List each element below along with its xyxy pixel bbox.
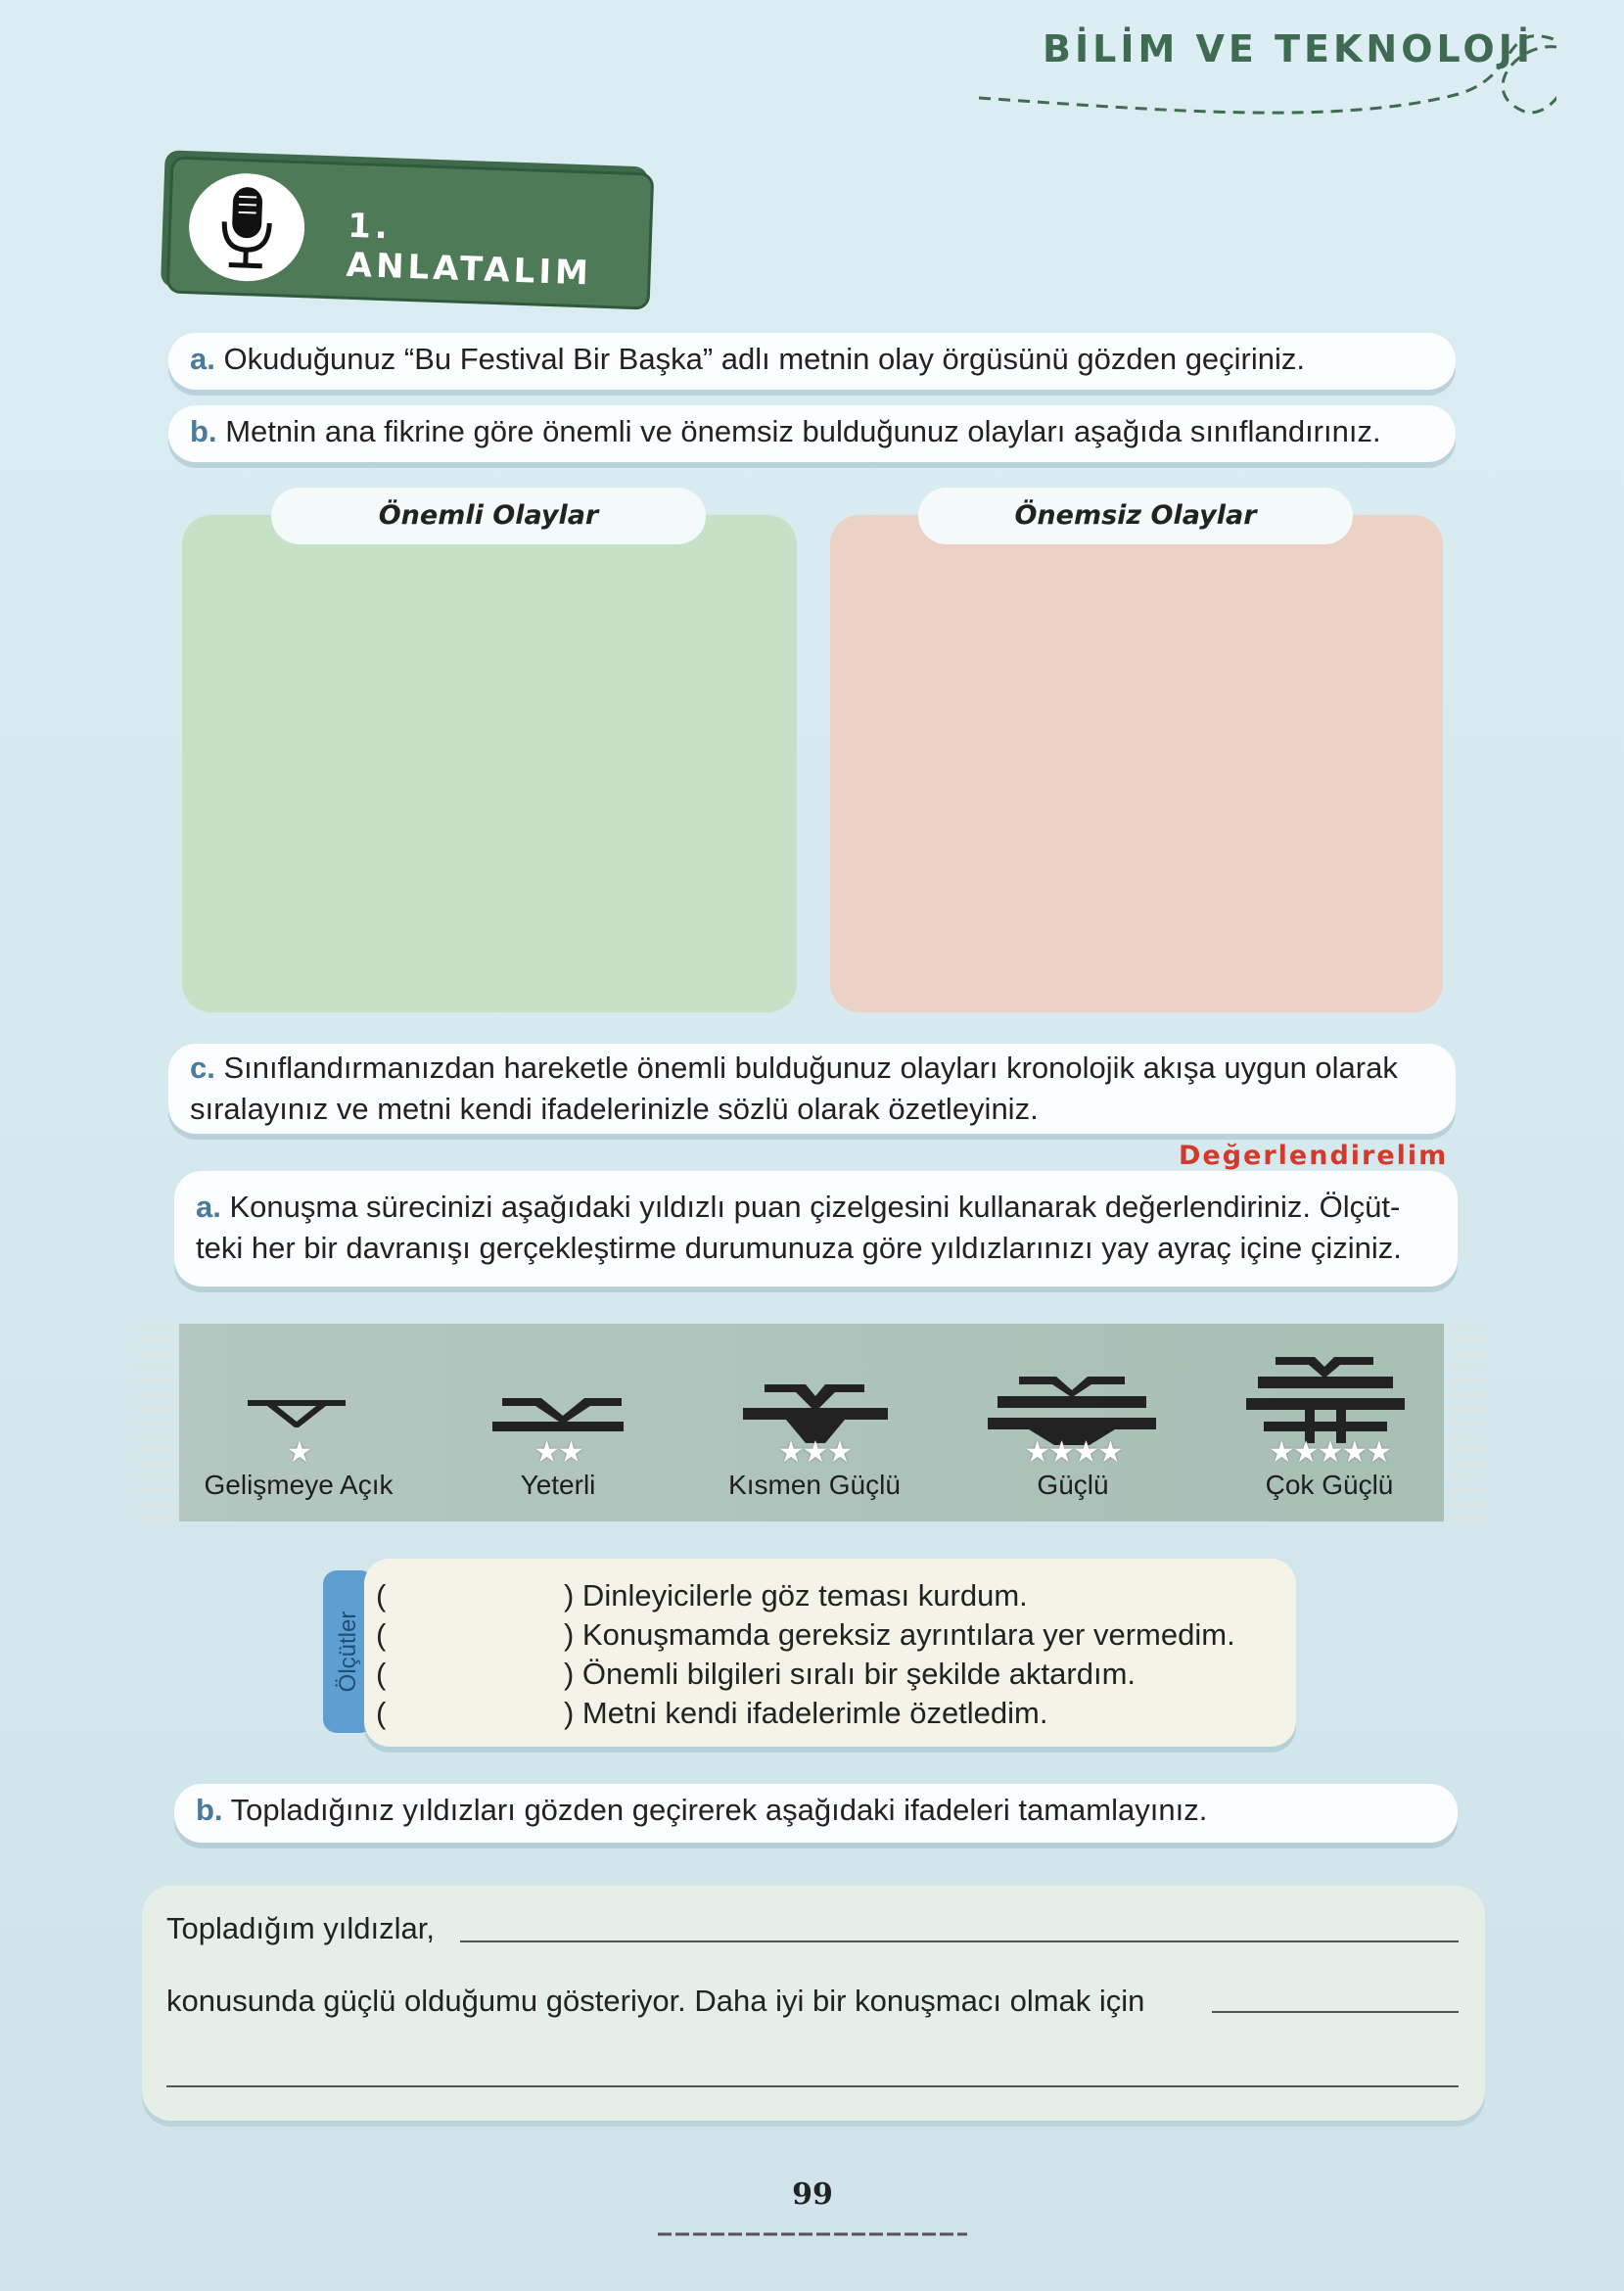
criteria-paren-3[interactable]: (: [376, 1657, 387, 1691]
stars-level-5: ★★★★★: [1268, 1435, 1391, 1470]
task-b-text: Metnin ana fikrine göre önemli ve önemsiz bulduğunuz olayları aşağıda sınıflandırınız.: [225, 414, 1381, 448]
criteria-item-1: ) Dinleyicilerle göz teması kurdum.: [564, 1578, 1028, 1613]
motif-kismen-guclu: [743, 1384, 888, 1443]
page-number-underline: [656, 2228, 969, 2240]
motif-cok-guclu: [1246, 1357, 1405, 1443]
important-events-title: Önemli Olaylar: [271, 488, 706, 544]
level-label-5: Çok Güçlü: [1265, 1470, 1394, 1500]
evaluation-b-text: Topladığınız yıldızları gözden geçirerek aşağıdaki ifadeleri tamamlayınız.: [230, 1793, 1208, 1827]
stars-level-4: ★★★★: [1024, 1435, 1122, 1470]
task-a-label: a.: [190, 342, 215, 376]
level-4: [953, 1435, 1192, 1501]
stars-level-2: ★★: [534, 1435, 582, 1470]
level-label-1: Gelişmeye Açık: [204, 1470, 394, 1500]
evaluation-b-label: b.: [196, 1793, 223, 1827]
task-b-label: b.: [190, 414, 217, 448]
important-events-box[interactable]: [182, 515, 797, 1012]
task-c-line1: Sınıflandırmanızdan hareketle önemli bulduğunuz olayları kronolojik akışa uygun olarak: [223, 1051, 1398, 1085]
stars-level-1: ★: [286, 1435, 311, 1470]
level-1: [179, 1435, 418, 1501]
stars-level-3: ★★★: [777, 1435, 852, 1470]
task-a: [168, 333, 1456, 390]
level-5: [1210, 1435, 1449, 1501]
completion-line2-text: konusunda güçlü olduğumu gösteriyor. Daha iyi bir konuşmacı olmak için: [166, 1984, 1145, 2018]
completion-line1-text: Topladığım yıldızlar,: [166, 1911, 435, 1945]
criteria-item-2: ) Konuşmamda gereksiz ayrıntılara yer vermedim.: [564, 1617, 1235, 1652]
rug-fringe-left: [135, 1324, 180, 1521]
task-c-label: c.: [190, 1051, 215, 1085]
motif-yeterli: [492, 1398, 624, 1431]
criteria-item-4: ) Metni kendi ifadelerimle özetledim.: [564, 1696, 1048, 1730]
motif-gelismeye-acik: [248, 1400, 346, 1427]
evaluation-heading: Değerlendirelim: [1179, 1141, 1449, 1171]
unimportant-events-title: Önemsiz Olaylar: [918, 488, 1353, 544]
task-a-text: Okuduğunuz “Bu Festival Bir Başka” adlı metnin olay örgüsünü gözden geçiriniz.: [223, 342, 1306, 376]
criteria-tab-label: Ölçütler: [335, 1611, 361, 1693]
dashed-swirl-decoration: [969, 18, 1556, 125]
evaluation-b: [174, 1784, 1458, 1843]
criteria-paren-4[interactable]: (: [376, 1696, 387, 1730]
completion-blank-3[interactable]: [166, 2085, 1459, 2087]
level-3: [695, 1435, 934, 1501]
criteria-paren-1[interactable]: (: [376, 1578, 387, 1613]
task-c: [168, 1044, 1456, 1134]
evaluation-a-label: a.: [196, 1190, 221, 1224]
microphone-icon: [187, 171, 306, 283]
evaluation-a-line2: teki her bir davranışı gerçekleştirme durumunuza göre yıldızlarınızı yay ayraç içine çiziniz.: [196, 1231, 1402, 1265]
rug-fringe-right: [1444, 1324, 1489, 1521]
page-header-title: BİLİM VE TEKNOLOJİ: [1043, 27, 1534, 70]
section-badge: [166, 156, 655, 309]
evaluation-a-line1: Konuşma sürecinizi aşağıdaki yıldızlı puan çizelgesini kullanarak değerlendiriniz. Ölçüt-: [229, 1190, 1401, 1224]
task-c-line2: sıralayınız ve metni kendi ifadelerinizle sözlü olarak özetleyiniz.: [190, 1092, 1039, 1126]
level-label-2: Yeterli: [520, 1470, 596, 1500]
evaluation-a: [174, 1171, 1458, 1286]
page-number: 99: [792, 2177, 833, 2212]
completion-blank-2[interactable]: [1212, 2011, 1459, 2013]
section-title: 1. ANLATALIM: [346, 206, 593, 294]
criteria-item-3: ) Önemli bilgileri sıralı bir şekilde aktardım.: [564, 1657, 1137, 1691]
level-label-3: Kısmen Güçlü: [728, 1470, 901, 1500]
level-2: [439, 1435, 677, 1501]
criteria-paren-2[interactable]: (: [376, 1617, 387, 1652]
task-b: [168, 405, 1456, 462]
unimportant-events-box[interactable]: [830, 515, 1443, 1012]
completion-blank-1[interactable]: [460, 1940, 1459, 1942]
level-label-4: Güçlü: [1037, 1470, 1109, 1500]
